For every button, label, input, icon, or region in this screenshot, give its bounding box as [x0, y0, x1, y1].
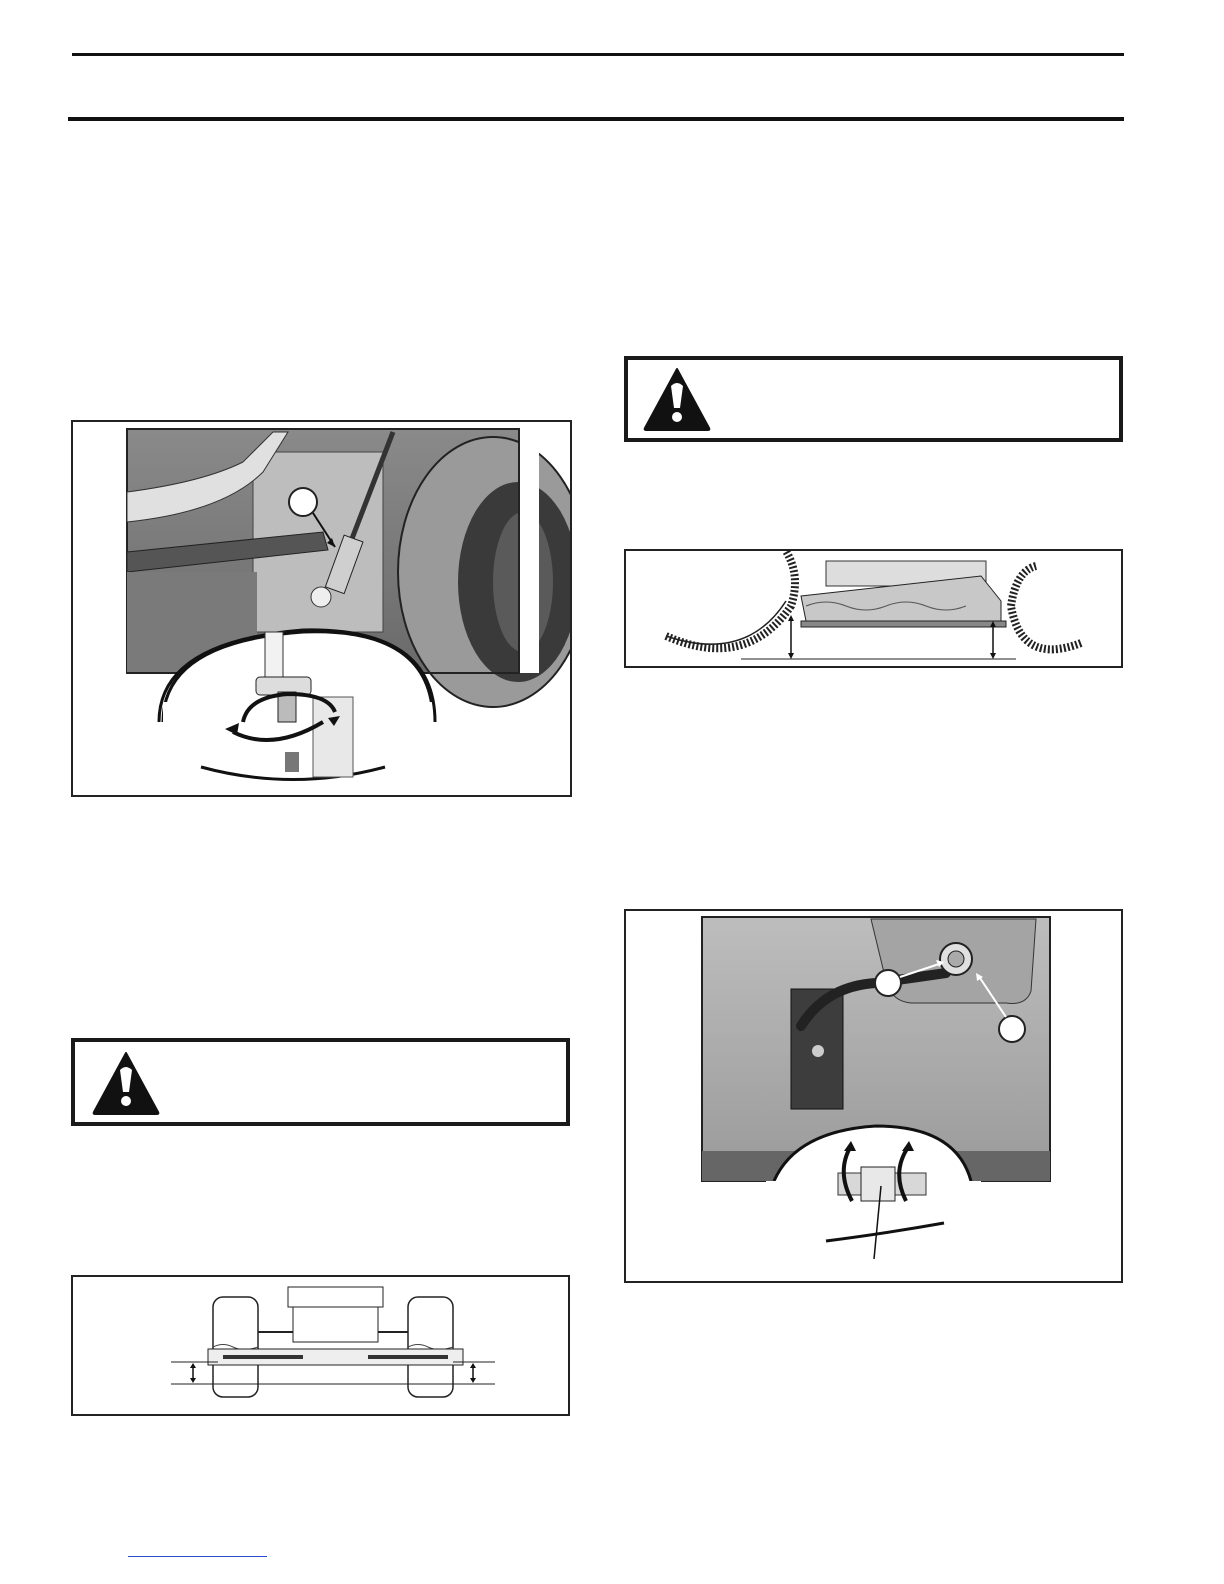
deck-front-height-figure: [71, 1275, 570, 1416]
steering-rod-illustration: [73, 422, 570, 795]
deck-adjustment-nut-figure: [624, 909, 1123, 1283]
deck-side-height-figure: [624, 549, 1123, 668]
header-rule-bottom: [68, 117, 1124, 121]
warning-triangle-icon: [642, 366, 712, 432]
warning-triangle-icon: [91, 1050, 161, 1116]
deck-side-illustration: [626, 551, 1121, 666]
warning-right: [624, 356, 1123, 442]
header-rule-top: [72, 53, 1124, 56]
deck-adjustment-illustration: [626, 911, 1121, 1281]
warning-left: [71, 1038, 570, 1126]
steering-rod-adjustment-figure: [71, 420, 572, 797]
footer-link[interactable]: [128, 1556, 267, 1557]
deck-front-illustration: [73, 1277, 568, 1414]
